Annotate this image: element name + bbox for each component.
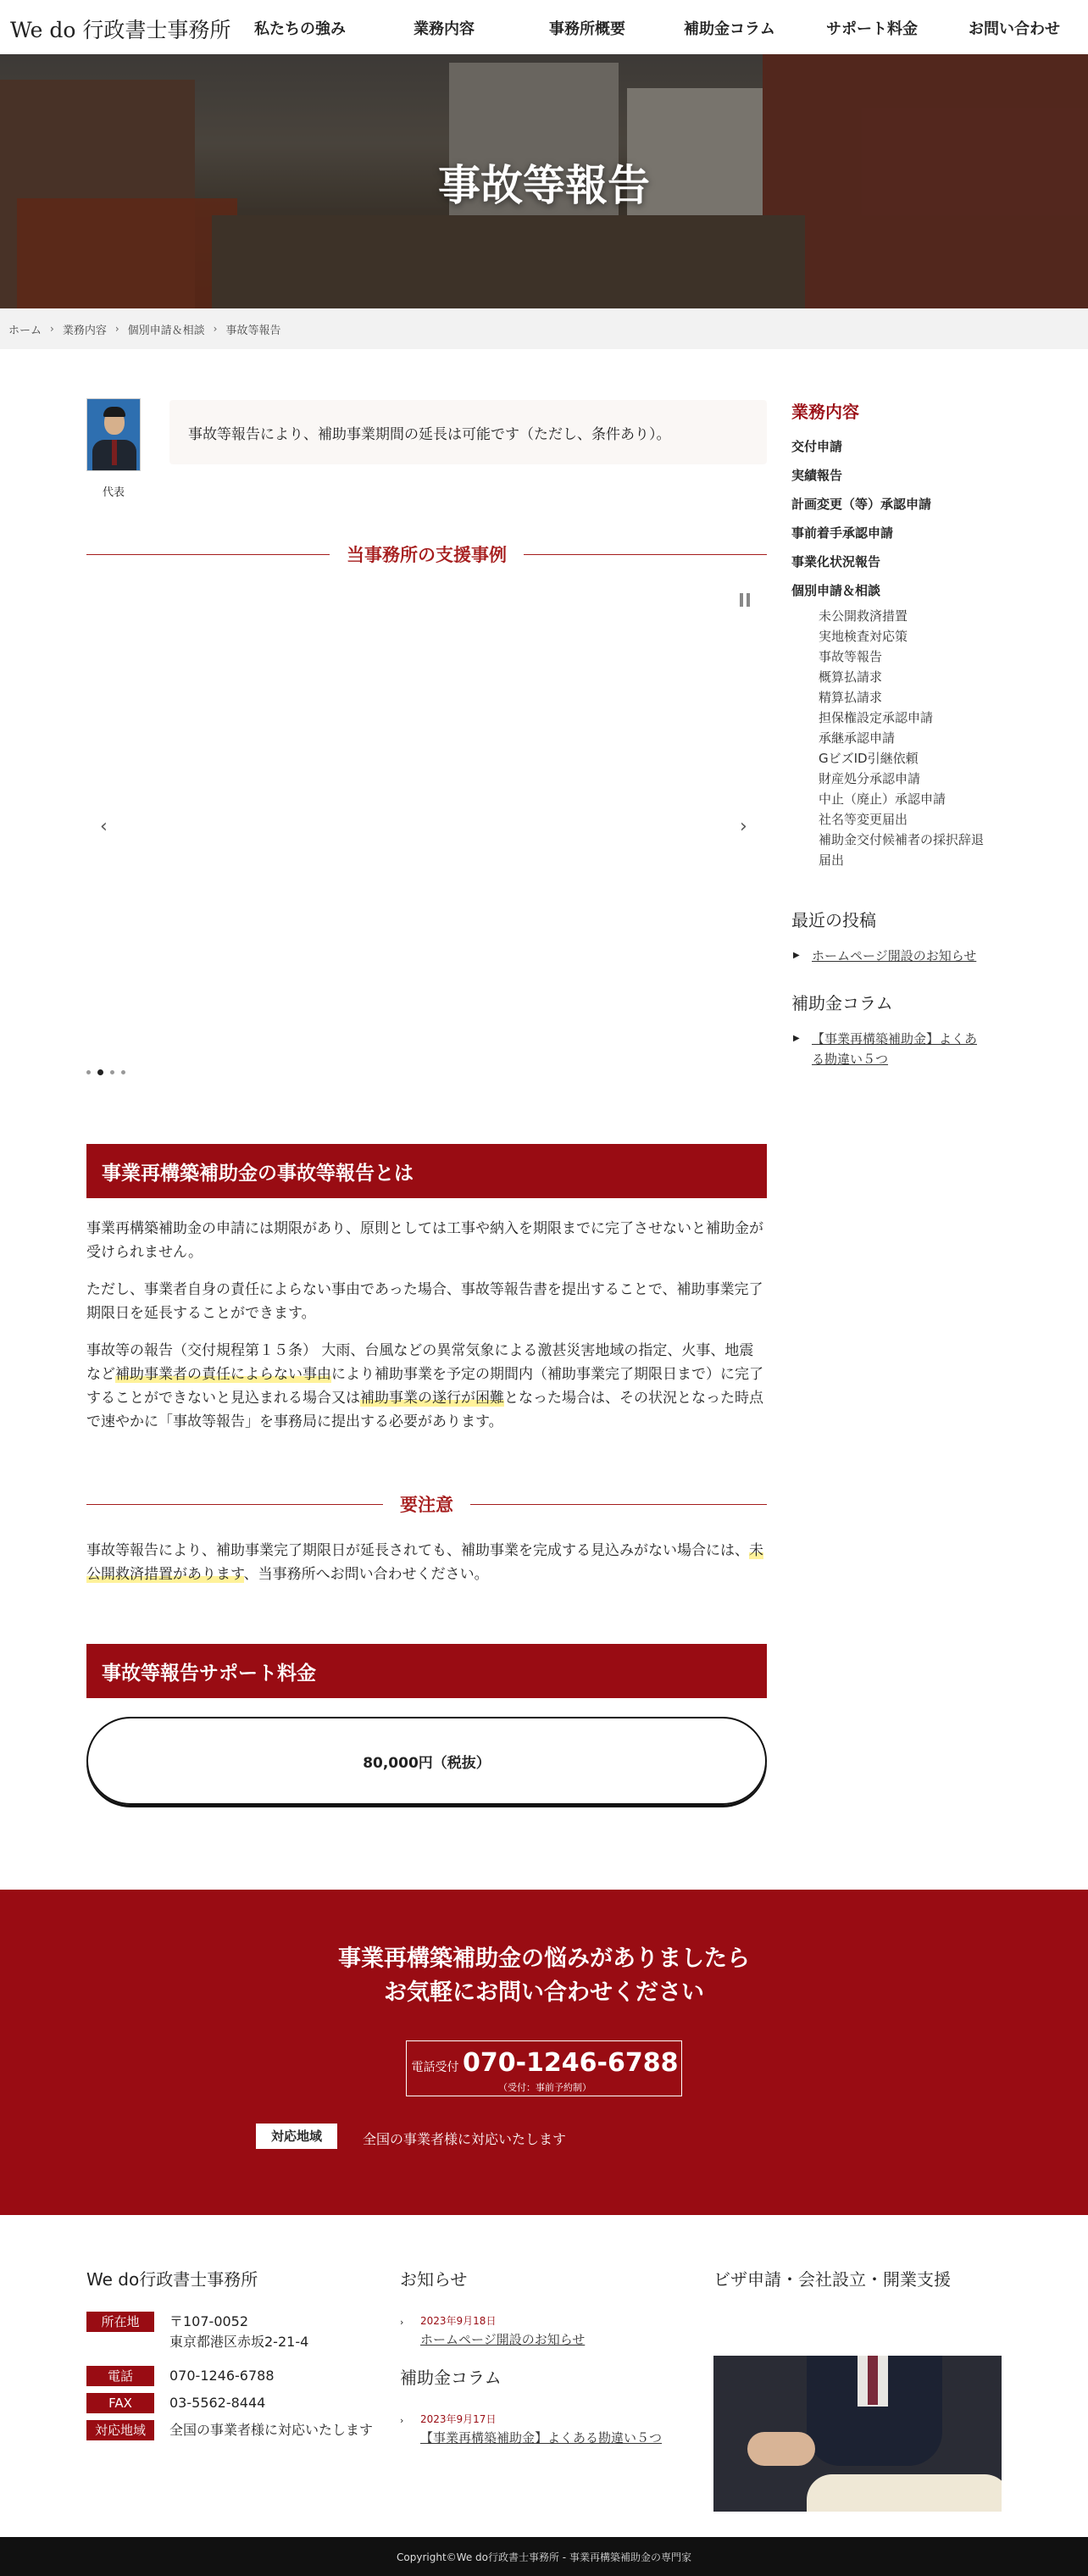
nav-office[interactable]: 事務所概要 [549, 20, 625, 38]
service-area-text: 全国の事業者様に対応いたします [363, 2131, 567, 2147]
caution-highlight: 未公開救済措置があります [86, 1542, 763, 1583]
tel-label: 電話 [86, 2366, 154, 2386]
chevron-right-icon: › [400, 2317, 404, 2328]
section-title-about: 事業再構築補助金の事故等報告とは [86, 1144, 767, 1198]
address-value [169, 2312, 308, 2352]
column-link-line-1[interactable]: 【事業再構築補助金】よくあ [812, 1031, 978, 1046]
caution-heading [86, 1491, 767, 1517]
sidebar-item-results-report[interactable]: 実績報告 [791, 468, 843, 483]
area-label: 対応地域 [86, 2420, 154, 2440]
footer-news [400, 2266, 680, 2446]
footer-office [86, 2266, 374, 2438]
address-label: 所在地 [86, 2312, 154, 2332]
sidebar-item-grant-application[interactable]: 交付申請 [791, 439, 843, 454]
slider-dot[interactable] [86, 1070, 91, 1074]
section-title-pricing: 事故等報告サポート料金 [86, 1644, 767, 1698]
heading-rule [86, 554, 330, 555]
column-title: 補助金コラム [791, 993, 893, 1013]
phone-number[interactable]: 070-1246-6788 [462, 2048, 679, 2078]
avatar-label: 代表 [102, 486, 125, 499]
case-slider[interactable] [86, 586, 767, 1086]
slider-dot[interactable] [110, 1070, 114, 1074]
breadcrumb-current: 事故等報告 [225, 324, 281, 337]
chevron-left-icon[interactable]: ‹ [100, 816, 108, 837]
avatar-tie [112, 440, 117, 465]
phone-line [407, 2048, 683, 2078]
p3-text-c: となった場合は、その状況となった時点で速やかに「事故等報告」を事務局に提出する必要があります。 [86, 1390, 763, 1430]
sidebar-sub-item[interactable]: 届出 [819, 852, 845, 868]
p3-highlight-1: 補助事業者の責任によらない事由 [115, 1366, 331, 1383]
sidebar-title: 業務内容 [791, 402, 859, 422]
fax-label: FAX [86, 2393, 154, 2413]
about-paragraph-3 [86, 1339, 767, 1434]
sidebar-sub-item[interactable]: GビズID引継依頼 [819, 751, 919, 766]
copyright-text: Copyright©We do行政書士事務所 - 事業再構築補助金の専門家 [397, 2551, 691, 2563]
caution-heading-text: 要注意 [400, 1495, 453, 1515]
p3-text-a: 事故等の報告（交付規程第１５条） 大雨、台風などの異常気象による激甚災害地域の指定、火事、地震など [86, 1342, 754, 1383]
sidebar-sub-item[interactable]: 補助金交付候補者の採択辞退 [819, 832, 985, 847]
cases-heading-text: 当事務所の支援事例 [347, 545, 507, 565]
speech-bubble [169, 400, 767, 464]
sidebar-item-status-report[interactable]: 事業化状況報告 [791, 554, 881, 569]
speech-text: 事故等報告により、補助事業期間の延長は可能です（ただし、条件あり）。 [188, 425, 671, 443]
sidebar-sub-item[interactable]: 財産処分承認申請 [819, 771, 921, 786]
cta-line-1: 事業再構築補助金の悩みがありましたら [338, 1946, 750, 1972]
contact-cta [0, 1890, 1088, 2215]
footer-news-title: お知らせ [400, 2269, 468, 2290]
nav-contact[interactable]: お問い合わせ [969, 20, 1060, 38]
phone-box[interactable] [406, 2040, 682, 2096]
news-link[interactable]: ホームページ開設のお知らせ [420, 2332, 586, 2347]
sidebar-item-prior-start[interactable]: 事前着手承認申請 [791, 525, 894, 541]
footer-photo[interactable] [713, 2356, 1002, 2512]
chevron-right-icon[interactable]: › [740, 816, 747, 837]
sidebar-sub-item[interactable]: 精算払請求 [819, 690, 883, 705]
chevron-right-icon: › [50, 323, 54, 335]
caution-text [86, 1539, 767, 1586]
footer-visa-title: ビザ申請・会社設立・開業支援 [713, 2269, 951, 2290]
heading-rule [524, 554, 767, 555]
slider-dot-active[interactable] [97, 1069, 103, 1075]
footer-fax-row [86, 2393, 265, 2413]
nav-pricing[interactable]: サポート料金 [826, 20, 918, 38]
hero-banner [0, 54, 1088, 308]
sidebar-sub-item[interactable]: 未公開救済措置 [819, 608, 908, 624]
triangle-right-icon: ▶ [793, 951, 800, 960]
nav-services[interactable]: 業務内容 [414, 20, 475, 38]
address-zip: 〒107-0052 [169, 2313, 249, 2329]
chevron-right-icon: › [114, 323, 119, 335]
breadcrumb-home[interactable]: ホーム [8, 324, 42, 337]
caution-text-b: 、当事務所へお問い合わせください。 [243, 1566, 489, 1583]
column-link-line-2[interactable]: る勘違い５つ [812, 1052, 889, 1067]
avatar-hair [103, 407, 125, 417]
site-header [0, 0, 1088, 54]
site-logo[interactable]: We do 行政書士事務所 [10, 18, 231, 42]
site-footer [0, 2215, 1088, 2537]
cases-heading [86, 541, 767, 567]
sidebar-sub-item[interactable]: 社名等変更届出 [819, 812, 908, 827]
photo-tie [868, 2356, 878, 2405]
fax-value: 03-5562-8444 [169, 2395, 266, 2411]
sidebar-item-plan-change[interactable]: 計画変更（等）承認申請 [791, 497, 932, 512]
sidebar-sub-item[interactable]: 中止（廃止）承認申請 [819, 791, 946, 807]
slider-dot[interactable] [121, 1070, 125, 1074]
price-value: 80,000円（税抜） [363, 1754, 491, 1772]
footer-tel-row [86, 2366, 275, 2386]
breadcrumb-individual[interactable]: 個別申請＆相談 [127, 324, 205, 337]
footer-visa [713, 2266, 1002, 2290]
sidebar-sub-item[interactable]: 実地検査対応策 [819, 629, 908, 644]
cta-line-2: お気軽にお問い合わせください [384, 1979, 704, 2006]
page-title: 事故等報告 [438, 161, 650, 210]
column-link[interactable]: 【事業再構築補助金】よくある勘違い５つ [420, 2430, 663, 2446]
about-paragraph-2: ただし、事業者自身の責任によらない事由であった場合、事故等報告書を提出することで、補助事業完了期限日を延長することができます。 [86, 1281, 763, 1322]
footer-area-row [86, 2420, 373, 2440]
footer-column-title: 補助金コラム [400, 2368, 502, 2388]
chevron-right-icon: › [213, 323, 218, 335]
avatar [86, 398, 141, 471]
footer-address-row [86, 2312, 308, 2352]
phone-note: （受付：事前予約制） [498, 2082, 591, 2093]
breadcrumb-services[interactable]: 業務内容 [62, 324, 107, 337]
price-box [86, 1717, 767, 1805]
heading-rule [470, 1504, 767, 1505]
nav-column[interactable]: 補助金コラム [684, 20, 775, 38]
phone-label: 電話受付 [411, 2061, 459, 2074]
recent-posts-title: 最近の投稿 [791, 910, 876, 930]
photo-book [807, 2474, 1002, 2512]
cta-message [0, 1942, 1088, 2010]
sidebar-sub-item[interactable]: 概算払請求 [819, 669, 883, 685]
area-value: 全国の事業者様に対応いたします [169, 2422, 374, 2438]
about-paragraph-1: 事業再構築補助金の申請には期限があり、原則としては工事や納入を期限までに完了させないと補助金が受けられません。 [86, 1220, 763, 1261]
triangle-right-icon: ▶ [793, 1034, 800, 1043]
sidebar-sub-item[interactable]: 承継承認申請 [819, 730, 896, 746]
footer-office-name: We do行政書士事務所 [86, 2269, 258, 2290]
column-date: 2023年9月17日 [420, 2413, 497, 2425]
nav-strengths[interactable]: 私たちの強み [254, 20, 346, 38]
service-area-tag: 対応地域 [256, 2124, 337, 2149]
p3-highlight-2: 補助事業の遂行が困難 [360, 1390, 504, 1407]
tel-value[interactable]: 070-1246-6788 [169, 2368, 275, 2384]
address-street: 東京都港区赤坂2-21-4 [169, 2334, 309, 2350]
slider-dots [86, 1069, 132, 1075]
chevron-right-icon: › [400, 2415, 404, 2426]
copyright [0, 2537, 1088, 2576]
sidebar-sub-item[interactable]: 事故等報告 [819, 649, 883, 664]
sidebar-sub-item[interactable]: 担保権設定承認申請 [819, 710, 934, 725]
pause-icon[interactable] [740, 593, 752, 607]
photo-hand [747, 2432, 815, 2466]
heading-rule [86, 1504, 383, 1505]
p3-text-b: により補助事業を予定の期間内（補助事業完了期限日まで）に完了することができないと見込まれる場合又は [86, 1366, 763, 1407]
sidebar-item-individual[interactable]: 個別申請＆相談 [791, 583, 881, 598]
recent-post-link[interactable]: ホームページ開設のお知らせ [812, 948, 977, 963]
breadcrumb [0, 308, 1088, 349]
news-date: 2023年9月18日 [420, 2315, 497, 2327]
caution-text-a: 事故等報告により、補助事業完了期限日が延長されても、補助事業を完成する見込みがない場合には、 [86, 1542, 749, 1559]
